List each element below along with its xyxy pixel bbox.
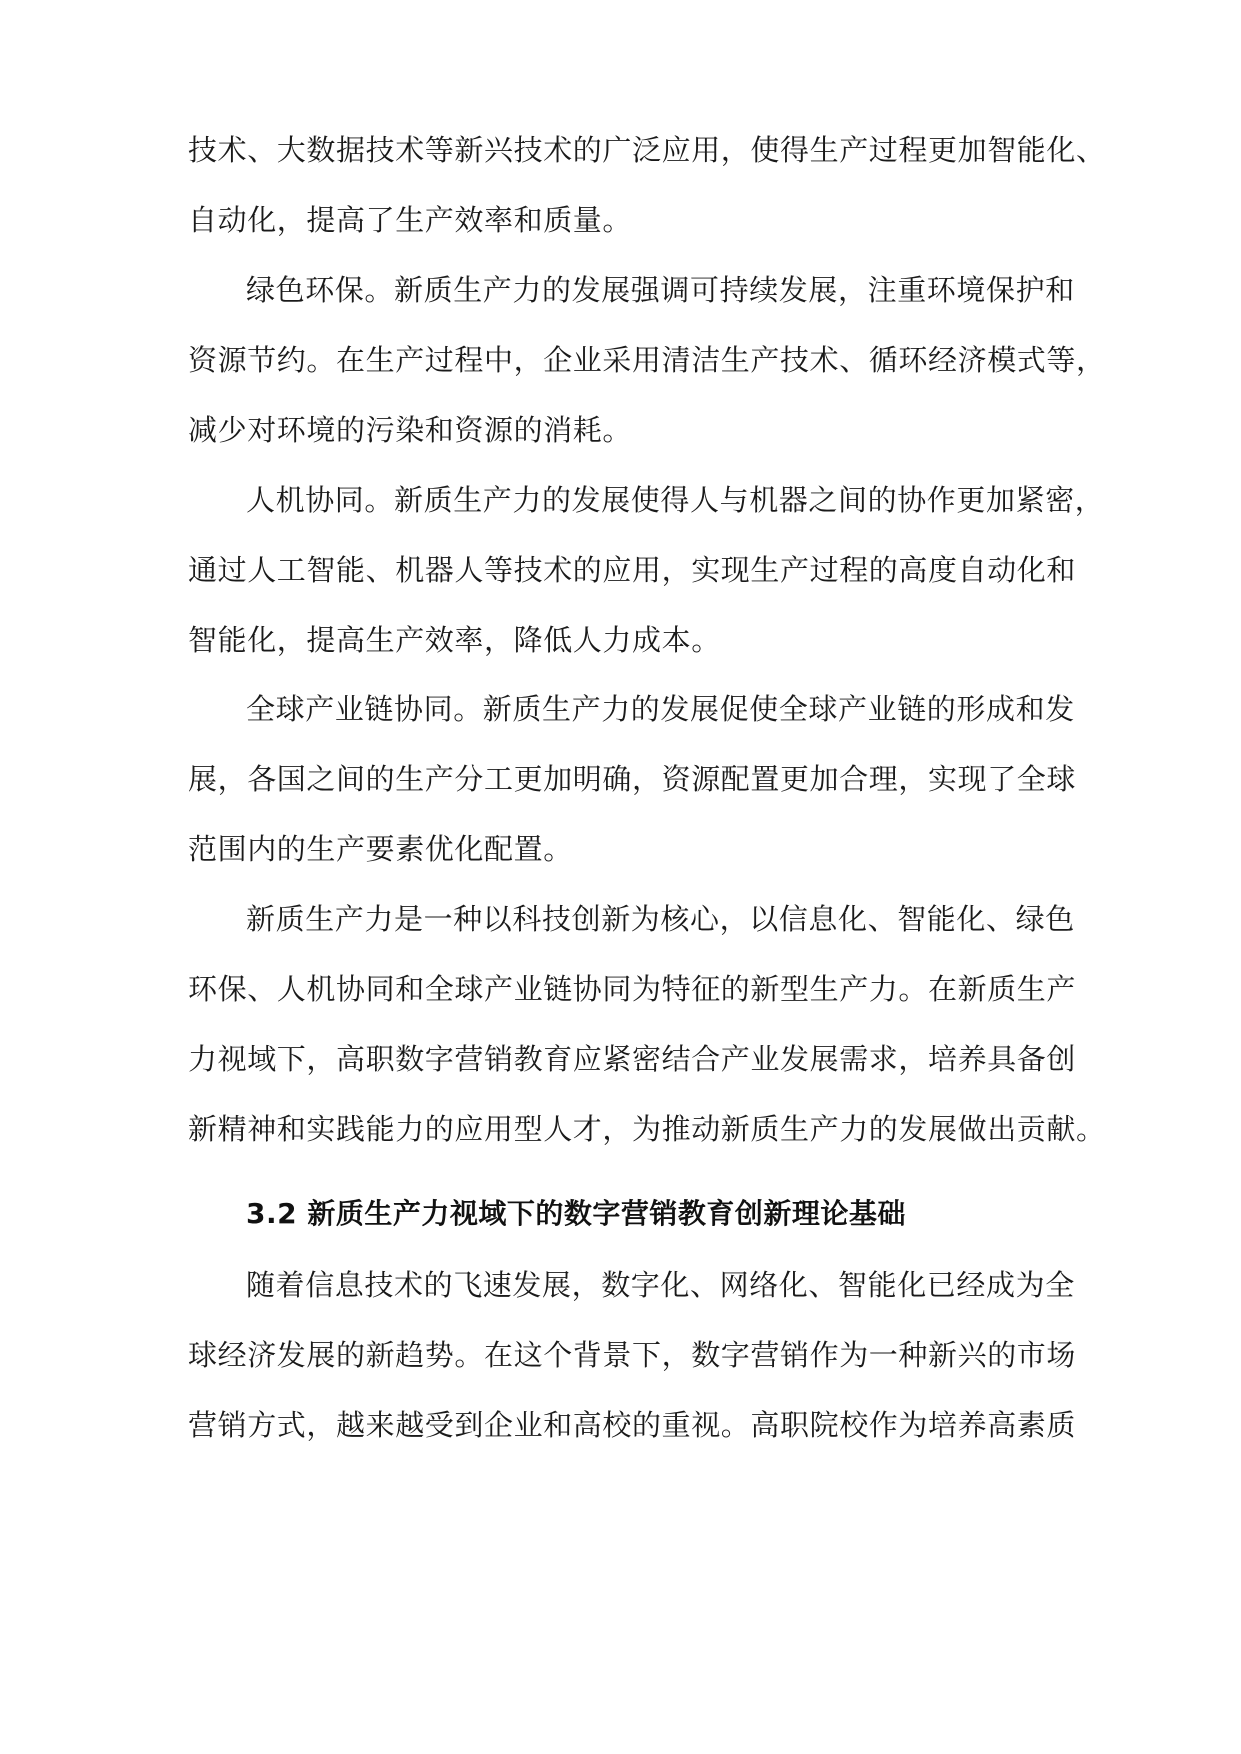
paragraph-line: 环保、人机协同和全球产业链协同为特征的新型生产力。在新质生产 <box>188 972 1077 1006</box>
paragraph-line: 范围内的生产要素优化配置。 <box>188 832 573 866</box>
section-heading: 3.2 新质生产力视域下的数字营销教育创新理论基础 <box>246 1197 906 1230</box>
paragraph-line: 人机协同。新质生产力的发展使得人与机器之间的协作更加紧密， <box>246 483 1105 517</box>
paragraph-line: 全球产业链协同。新质生产力的发展促使全球产业链的形成和发 <box>246 692 1075 726</box>
paragraph-line: 自动化，提高了生产效率和质量。 <box>188 203 633 237</box>
paragraph-line: 展，各国之间的生产分工更加明确，资源配置更加合理，实现了全球 <box>188 762 1077 796</box>
paragraph-line: 智能化，提高生产效率，降低人力成本。 <box>188 623 721 657</box>
paragraph-line: 营销方式，越来越受到企业和高校的重视。高职院校作为培养高素质 <box>188 1408 1077 1442</box>
paragraph-line: 力视域下，高职数字营销教育应紧密结合产业发展需求，培养具备创 <box>188 1042 1077 1076</box>
paragraph-line: 随着信息技术的飞速发展，数字化、网络化、智能化已经成为全 <box>246 1268 1075 1302</box>
paragraph-line: 球经济发展的新趋势。在这个背景下，数字营销作为一种新兴的市场 <box>188 1338 1077 1372</box>
paragraph-line: 技术、大数据技术等新兴技术的广泛应用，使得生产过程更加智能化、 <box>188 133 1106 167</box>
paragraph-line: 新精神和实践能力的应用型人才，为推动新质生产力的发展做出贡献。 <box>188 1112 1106 1146</box>
paragraph-line: 通过人工智能、机器人等技术的应用，实现生产过程的高度自动化和 <box>188 553 1077 587</box>
paragraph-line: 新质生产力是一种以科技创新为核心，以信息化、智能化、绿色 <box>246 902 1075 936</box>
paragraph-line: 资源节约。在生产过程中，企业采用清洁生产技术、循环经济模式等， <box>188 343 1106 377</box>
paragraph-line: 减少对环境的污染和资源的消耗。 <box>188 413 633 447</box>
paragraph-line: 绿色环保。新质生产力的发展强调可持续发展，注重环境保护和 <box>246 273 1075 307</box>
